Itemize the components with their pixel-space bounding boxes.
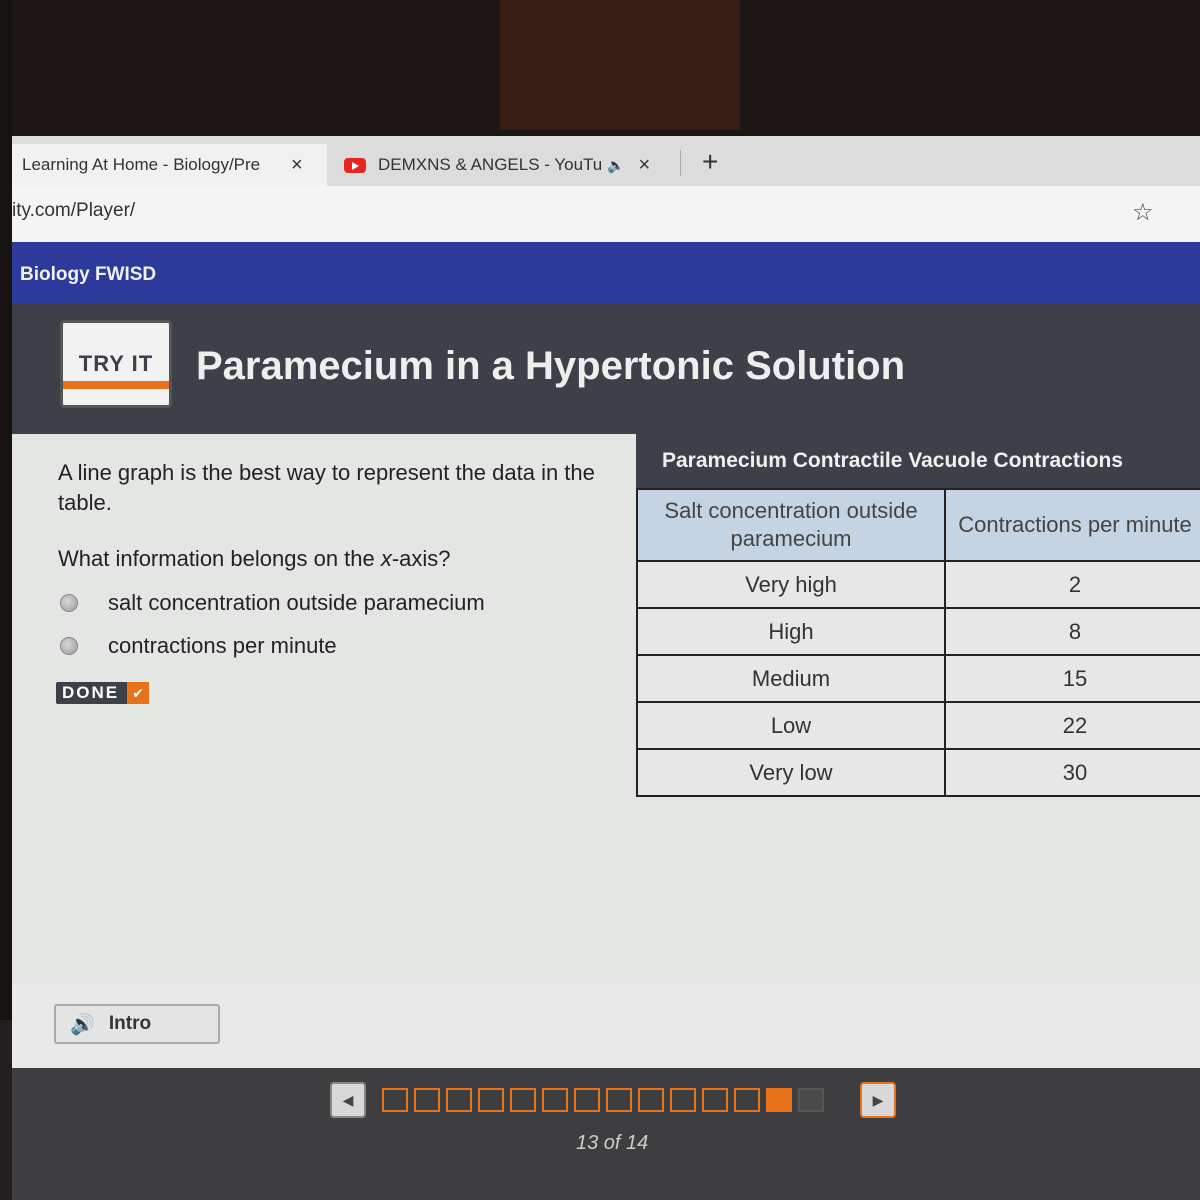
table-row [637, 655, 1200, 702]
page-box-1[interactable] [382, 1088, 408, 1112]
answer-option-label: contractions per minute [108, 633, 337, 658]
table-header-row [637, 489, 1200, 561]
data-table [636, 434, 1200, 797]
page-box-3[interactable] [446, 1088, 472, 1112]
try-it-accent-bar [63, 381, 169, 389]
question-text-start: What information belongs on the [58, 546, 381, 571]
table-header-salt: Salt concentration outside paramecium [637, 489, 945, 561]
table-cell: 15 [945, 655, 1200, 702]
page-indicator [382, 1088, 830, 1112]
page-box-11[interactable] [702, 1088, 728, 1112]
activity-header [12, 304, 1200, 434]
table-row [637, 749, 1200, 796]
table-header-contractions: Contractions per minute [945, 489, 1200, 561]
table-cell: Very high [637, 561, 945, 608]
tab-title: Learning At Home - Biology/Pre [22, 155, 261, 174]
done-label: DONE [62, 683, 120, 702]
url-text[interactable]: ity.com/Player/ [12, 200, 136, 221]
arrow-right-icon: ▶ [872, 1091, 884, 1108]
done-button[interactable] [56, 682, 149, 704]
youtube-icon [344, 158, 366, 173]
page-box-5[interactable] [510, 1088, 536, 1112]
activity-title: Paramecium in a Hypertonic Solution [196, 344, 906, 388]
table-cell: High [637, 608, 945, 655]
table-cell: Medium [637, 655, 945, 702]
radio-button[interactable] [60, 594, 78, 612]
checkmark-icon: ✔ [127, 682, 149, 704]
page-box-12[interactable] [734, 1088, 760, 1112]
browser-window [12, 136, 1200, 1200]
page-box-9[interactable] [638, 1088, 664, 1112]
bookmark-star-icon[interactable]: ☆ [1132, 199, 1154, 226]
page-box-10[interactable] [670, 1088, 696, 1112]
next-page-button[interactable] [860, 1082, 896, 1118]
tab-divider [680, 150, 681, 176]
tab-title: DEMXNS & ANGELS - YouTu [378, 155, 603, 174]
answer-option-contractions[interactable] [60, 633, 337, 659]
page-box-6[interactable] [542, 1088, 568, 1112]
address-bar[interactable] [12, 186, 1200, 242]
tab-youtube[interactable] [340, 144, 680, 186]
table-cell: 30 [945, 749, 1200, 796]
arrow-left-icon: ◀ [342, 1091, 354, 1108]
contractions-table [636, 488, 1200, 797]
page-box-4[interactable] [478, 1088, 504, 1112]
page-box-2[interactable] [414, 1088, 440, 1112]
table-caption: Paramecium Contractile Vacuole Contractions [636, 434, 1200, 488]
table-row [637, 608, 1200, 655]
previous-page-button[interactable] [330, 1082, 366, 1118]
speaker-icon: 🔊 [70, 1013, 95, 1036]
radio-button[interactable] [60, 637, 78, 655]
tab-strip [12, 136, 1200, 186]
try-it-badge [60, 320, 172, 408]
page-box-13[interactable] [766, 1088, 792, 1112]
question-text [58, 546, 451, 572]
course-bar [12, 242, 1200, 304]
page-box-7[interactable] [574, 1088, 600, 1112]
page-box-8[interactable] [606, 1088, 632, 1112]
question-text-end: -axis? [391, 546, 451, 571]
page-navigation [12, 1068, 1200, 1200]
page-box-14[interactable] [798, 1088, 824, 1112]
table-cell: Very low [637, 749, 945, 796]
new-tab-button[interactable]: + [702, 146, 719, 177]
page-count: 13 of 14 [576, 1132, 649, 1154]
question-prompt: A line graph is the best way to represent the data in the table. [58, 460, 595, 515]
table-cell: 8 [945, 608, 1200, 655]
activity-content [12, 434, 1200, 984]
table-cell: 2 [945, 561, 1200, 608]
answer-option-label: salt concentration outside paramecium [108, 590, 485, 615]
question-text-emphasis: x [380, 546, 392, 571]
table-row [637, 702, 1200, 749]
close-icon[interactable]: × [291, 153, 303, 176]
close-icon[interactable]: × [638, 153, 651, 176]
table-row [637, 561, 1200, 608]
answer-option-salt[interactable] [60, 590, 485, 616]
try-it-label: TRY IT [78, 351, 154, 376]
tab-learning-at-home[interactable] [12, 144, 327, 186]
intro-label: Intro [108, 1013, 152, 1034]
speaker-icon[interactable]: 🔈 [607, 156, 625, 173]
table-cell: Low [637, 702, 945, 749]
course-title: Biology FWISD [20, 264, 157, 285]
intro-audio-button[interactable] [54, 1004, 220, 1044]
table-cell: 22 [945, 702, 1200, 749]
background-glow [500, 0, 740, 130]
